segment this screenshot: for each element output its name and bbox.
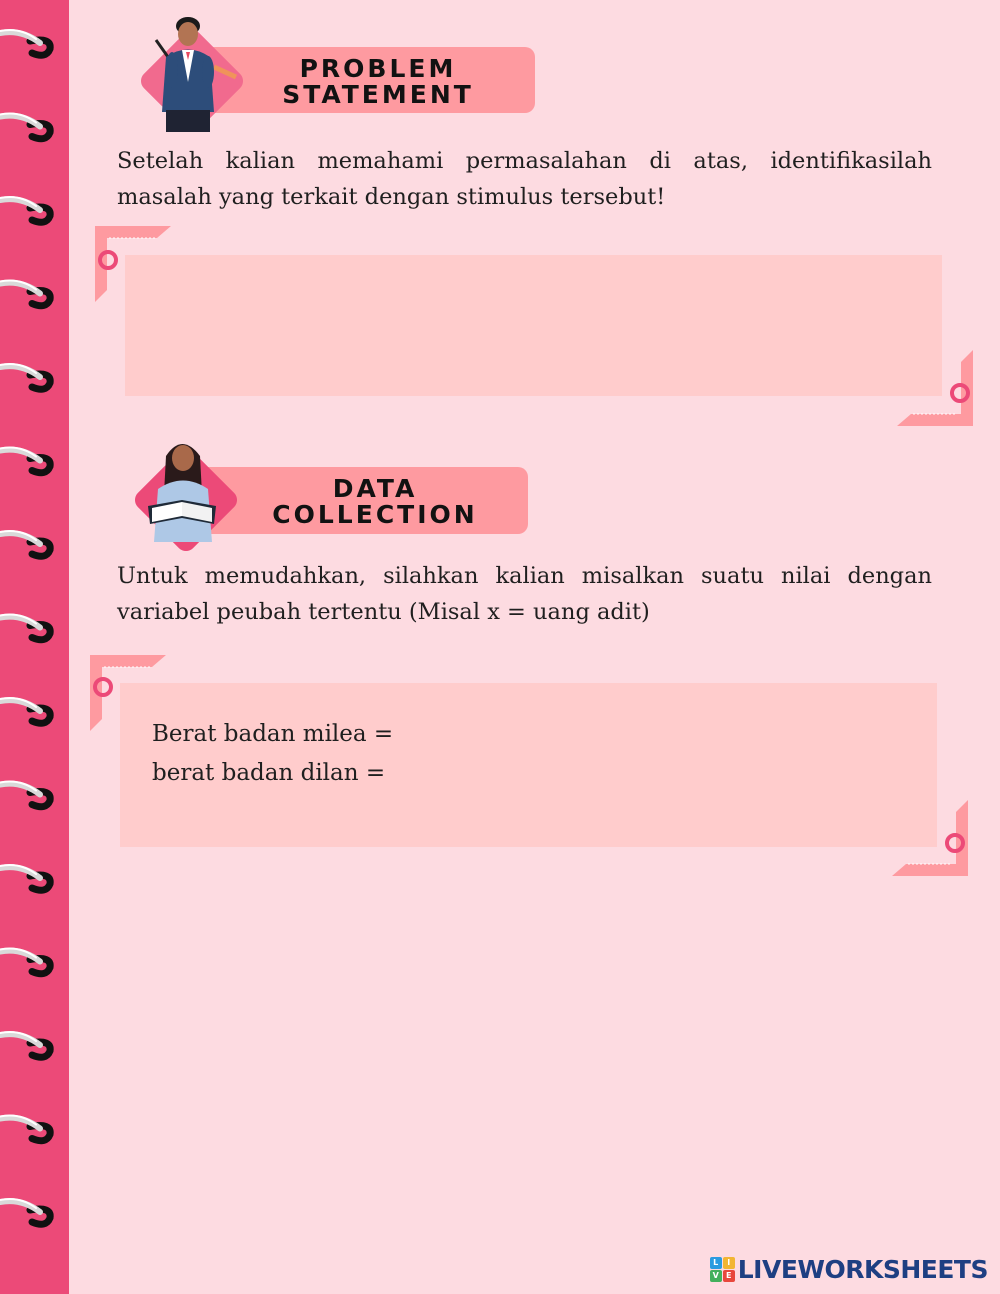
spiral-ring: [0, 114, 50, 139]
spiral-rings: [0, 0, 70, 1294]
spiral-ring: [0, 1032, 50, 1057]
teacher-man-illustration: [148, 12, 238, 132]
corner-decoration-bottom-right-2: [890, 800, 970, 878]
dilan-weight-line: berat badan dilan =: [152, 760, 386, 786]
corner-decoration-bottom-right: [895, 350, 975, 428]
spiral-ring: [0, 1199, 50, 1224]
problem-statement-title-line1: PROBLEM: [299, 54, 457, 83]
problem-statement-title-line2: STATEMENT: [282, 80, 474, 109]
data-collection-answer-box[interactable]: [120, 683, 937, 847]
problem-statement-instruction: Setelah kalian memahami permasalahan di atas, identifikasilah masalah yang terkait dengan stimulus tersebut!: [117, 148, 932, 210]
problem-statement-header: [138, 12, 538, 132]
liveworksheets-logo-icon: L I V E: [710, 1257, 734, 1281]
spiral-ring: [0, 364, 50, 389]
spiral-ring: [0, 448, 50, 473]
spiral-ring: [0, 865, 50, 890]
spiral-ring: [0, 1116, 50, 1141]
spiral-ring: [0, 782, 50, 807]
data-collection-title-line1: DATA: [332, 474, 418, 503]
spiral-ring: [0, 281, 50, 306]
spiral-ring: [0, 949, 50, 974]
spiral-ring: [0, 30, 50, 55]
spiral-ring: [0, 698, 50, 723]
teacher-woman-illustration: [148, 434, 233, 546]
liveworksheets-logo: [710, 1254, 988, 1284]
liveworksheets-logo-text: LIVEWORKSHEETS: [737, 1254, 988, 1284]
data-collection-header: [130, 432, 535, 552]
data-collection-title-line2: COLLECTION: [272, 500, 478, 529]
spiral-ring: [0, 531, 50, 556]
data-collection-instruction: Untuk memudahkan, silahkan kalian misalkan suatu nilai dengan variabel peubah tertentu (Misal x = uang adit): [117, 563, 932, 625]
spiral-ring: [0, 615, 50, 640]
milea-weight-line: Berat badan milea =: [152, 721, 394, 747]
spiral-ring: [0, 197, 50, 222]
problem-statement-answer-box[interactable]: [125, 255, 942, 396]
